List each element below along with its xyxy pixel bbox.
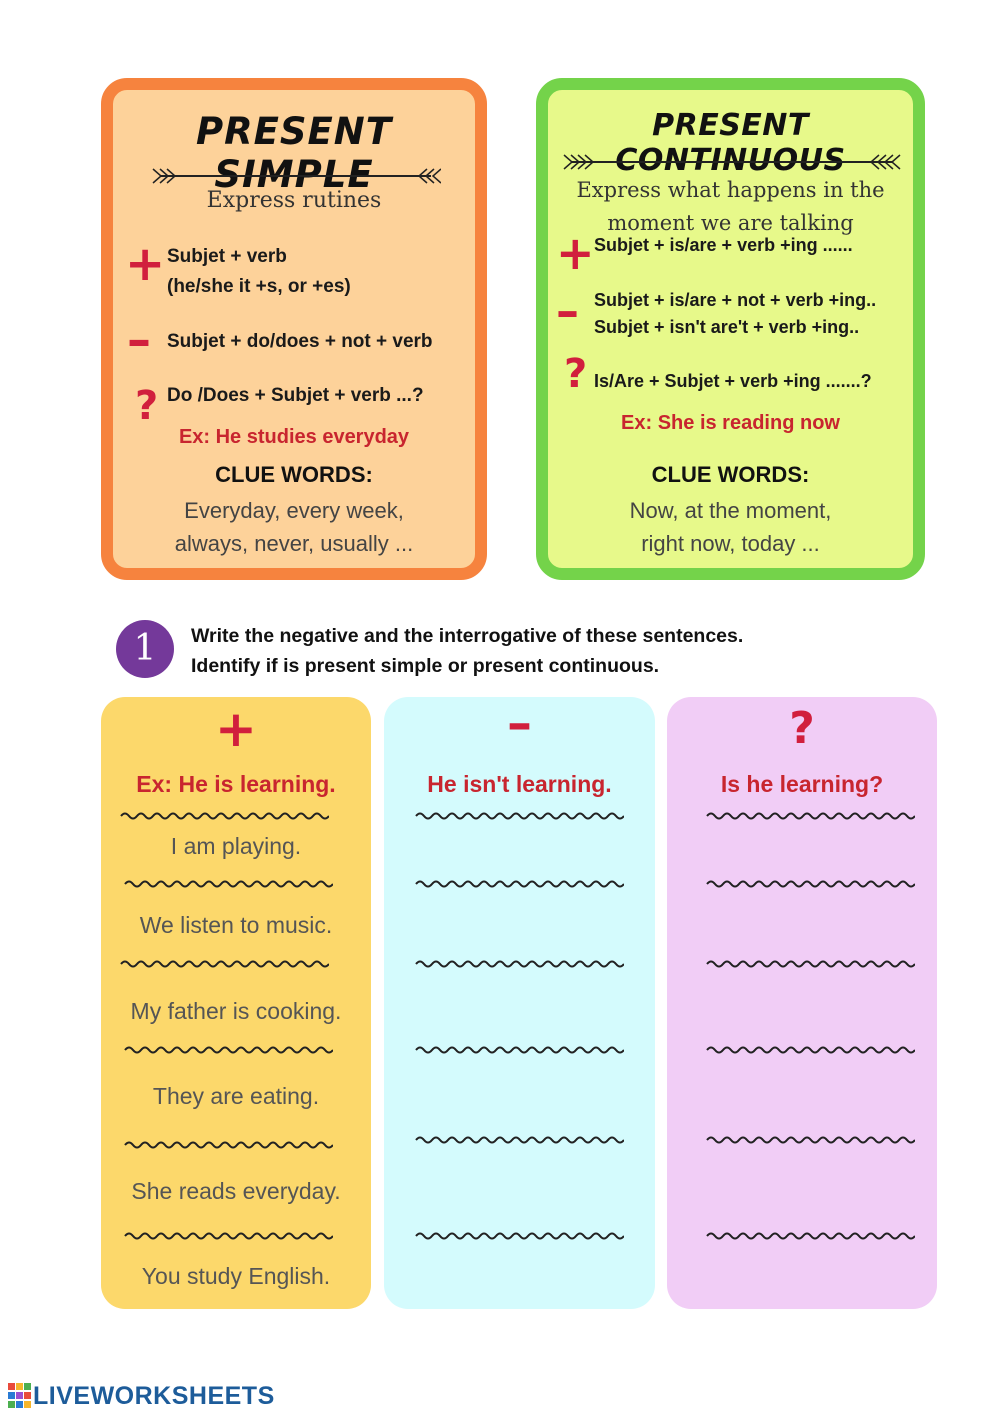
step-number-badge: 1 xyxy=(116,620,174,678)
simple-affirmative-note: (he/she it +s, or +es) xyxy=(167,276,351,297)
negative-example-header: He isn't learning. xyxy=(427,771,612,797)
sentence-item: She reads everyday. xyxy=(131,1178,341,1204)
footer-brand: LIVEWORKSHEETS xyxy=(33,1382,275,1410)
interrogative-answer-line[interactable] xyxy=(705,957,915,971)
arrow-divider-icon xyxy=(151,166,441,186)
continuous-clue-line: Now, at the moment, xyxy=(629,498,832,523)
sentence-item: My father is cooking. xyxy=(130,998,342,1024)
interrogative-answer-line[interactable] xyxy=(705,1133,915,1147)
affirmative-example-header: Ex: He is learning. xyxy=(136,771,336,797)
wavy-divider-icon xyxy=(123,1043,333,1057)
sentence-item: I am playing. xyxy=(170,833,302,859)
negative-answer-line[interactable] xyxy=(414,1043,624,1057)
simple-clue-words xyxy=(113,494,475,560)
interrogative-example-header: Is he learning? xyxy=(720,771,884,797)
question-icon: ? xyxy=(135,383,159,429)
wavy-divider-icon xyxy=(119,957,329,971)
interrogative-column xyxy=(667,697,937,1309)
liveworksheets-logo-icon xyxy=(8,1383,32,1409)
continuous-negative-rule: Subjet + is/are + not + verb +ing.. xyxy=(594,290,877,310)
present-simple-title: PRESENT SIMPLE xyxy=(195,110,392,196)
present-simple-subtitle: Express rutines xyxy=(206,188,382,213)
interrogative-answer-line[interactable] xyxy=(705,877,915,891)
wavy-divider-icon xyxy=(123,1138,333,1152)
simple-example: Ex: He studies everyday xyxy=(178,426,410,448)
negative-answer-line[interactable] xyxy=(414,809,624,823)
negative-answer-line[interactable] xyxy=(414,957,624,971)
simple-clue-line: Everyday, every week, xyxy=(184,498,404,523)
simple-interrogative-rule: Do /Does + Subjet + verb ...? xyxy=(167,385,424,406)
present-continuous-card xyxy=(536,78,925,580)
wavy-divider-icon xyxy=(123,1229,333,1243)
question-icon: ? xyxy=(789,703,815,754)
simple-negative-rule: Subjet + do/does + not + verb xyxy=(167,331,433,352)
simple-clue-line: always, never, usually ... xyxy=(174,531,414,556)
simple-affirmative-rule: Subjet + verb xyxy=(167,246,287,267)
continuous-clue-words xyxy=(548,494,913,560)
simple-clue-title: CLUE WORDS: xyxy=(215,462,373,487)
negative-answer-line[interactable] xyxy=(414,1133,624,1147)
interrogative-answer-line[interactable] xyxy=(705,809,915,823)
continuous-clue-title: CLUE WORDS: xyxy=(651,462,810,487)
sentence-item: We listen to music. xyxy=(139,912,333,938)
continuous-example: Ex: She is reading now xyxy=(621,412,840,434)
instruction-line: Identify if is present simple or present continuous. xyxy=(191,655,660,677)
negative-answer-line[interactable] xyxy=(414,877,624,891)
continuous-subtitle-line: moment we are talking xyxy=(607,211,854,235)
sentence-item: You study English. xyxy=(141,1263,331,1289)
present-continuous-title: PRESENT CONTINUOUS xyxy=(615,108,846,178)
wavy-divider-icon xyxy=(119,809,329,823)
continuous-affirmative-rule: Subjet + is/are + verb +ing ...... xyxy=(594,235,853,255)
question-icon: ? xyxy=(564,351,588,397)
present-simple-card xyxy=(101,78,487,580)
affirmative-column xyxy=(101,697,371,1309)
continuous-subtitle-line: Express what happens in the xyxy=(576,178,885,202)
interrogative-answer-line[interactable] xyxy=(705,1043,915,1057)
plus-icon: + xyxy=(125,236,166,292)
wavy-divider-icon xyxy=(123,877,333,891)
continuous-negative-short-rule: Subjet + isn't are't + verb +ing.. xyxy=(594,317,860,337)
plus-icon: + xyxy=(215,700,257,758)
arrow-divider-icon xyxy=(562,152,902,172)
exercise-instruction xyxy=(191,621,743,681)
continuous-interrogative-rule: Is/Are + Subjet + verb +ing .......? xyxy=(594,371,872,391)
minus-icon: – xyxy=(556,284,579,338)
instruction-line: Write the negative and the interrogative of these sentences. xyxy=(191,625,744,647)
plus-icon: + xyxy=(556,226,595,280)
interrogative-answer-line[interactable] xyxy=(705,1229,915,1243)
sentence-item: They are eating. xyxy=(152,1083,320,1109)
continuous-clue-line: right now, today ... xyxy=(641,531,820,556)
negative-column xyxy=(384,694,655,1309)
minus-icon: – xyxy=(127,312,151,368)
negative-answer-line[interactable] xyxy=(414,1229,624,1243)
minus-icon: – xyxy=(507,694,532,752)
